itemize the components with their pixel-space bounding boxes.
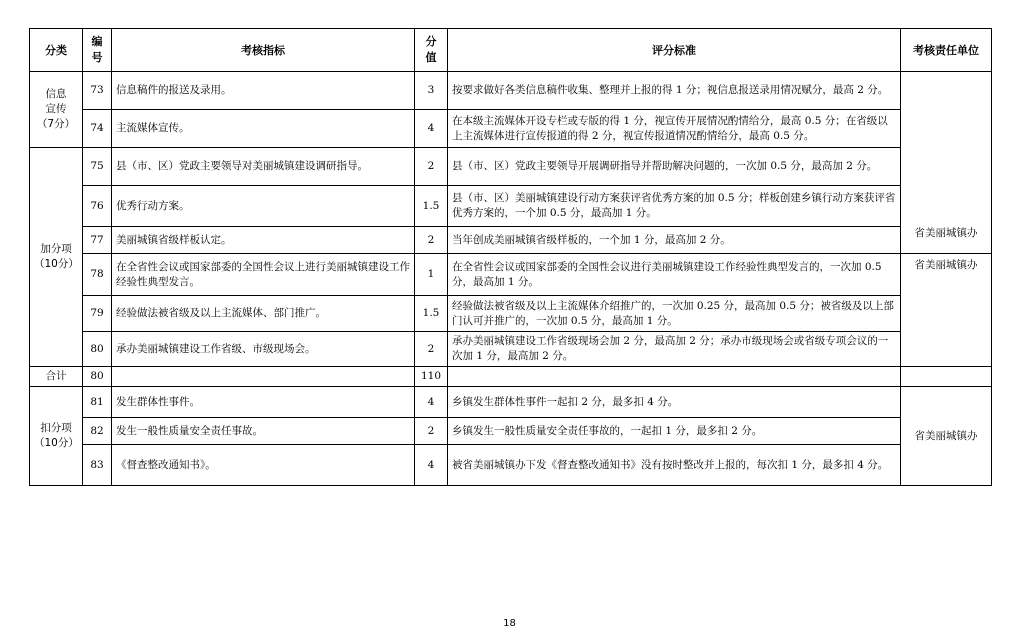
row-indicator: 经验做法被省级及以上主流媒体、部门推广。 <box>112 296 415 332</box>
category-info <box>30 72 83 148</box>
header-number <box>83 29 112 72</box>
assessment-table <box>29 28 992 486</box>
row-score: 2 <box>415 418 448 445</box>
table-row <box>30 445 992 486</box>
total-empty-unit <box>901 367 992 387</box>
unit-cell-1: 省美丽城镇办 <box>901 72 992 254</box>
total-empty-indicator <box>112 367 415 387</box>
total-number: 80 <box>83 367 112 387</box>
table-row <box>30 227 992 254</box>
header-criteria: 评分标准 <box>448 29 901 72</box>
row-criteria: 乡镇发生一般性质量安全责任事故的，一起扣 1 分，最多扣 2 分。 <box>448 418 901 445</box>
row-number: 78 <box>83 254 112 296</box>
total-label: 合计 <box>30 367 83 387</box>
category-info-line3: （7分） <box>36 118 76 130</box>
row-indicator: 在全省性会议或国家部委的全国性会议上进行美丽城镇建设工作经验性典型发言。 <box>112 254 415 296</box>
table-row <box>30 110 992 148</box>
header-row <box>30 29 992 72</box>
row-number: 73 <box>83 72 112 110</box>
row-indicator: 信息稿件的报送及录用。 <box>112 72 415 110</box>
table-row <box>30 254 992 296</box>
row-score: 1.5 <box>415 296 448 332</box>
table-row <box>30 148 992 186</box>
table-row <box>30 72 992 110</box>
row-indicator: 优秀行动方案。 <box>112 186 415 227</box>
row-number: 80 <box>83 332 112 367</box>
row-criteria: 按要求做好各类信息稿件收集、整理并上报的得 1 分；视信息报送录用情况赋分，最高 2 分。 <box>448 72 901 110</box>
row-indicator: 县（市、区）党政主要领导对美丽城镇建设调研指导。 <box>112 148 415 186</box>
row-number: 81 <box>83 387 112 418</box>
category-deduct-line2: （10分） <box>34 437 79 449</box>
row-score: 2 <box>415 332 448 367</box>
table-row <box>30 418 992 445</box>
total-empty-criteria <box>448 367 901 387</box>
row-criteria: 被省美丽城镇办下发《督查整改通知书》没有按时整改并上报的，每次扣 1 分，最多扣 4 分。 <box>448 445 901 486</box>
row-indicator: 美丽城镇省级样板认定。 <box>112 227 415 254</box>
page-number: 18 <box>503 618 516 629</box>
row-number: 77 <box>83 227 112 254</box>
header-number-line2: 号 <box>91 51 103 64</box>
row-indicator: 发生一般性质量安全责任事故。 <box>112 418 415 445</box>
header-score <box>415 29 448 72</box>
total-score: 110 <box>415 367 448 387</box>
row-number: 75 <box>83 148 112 186</box>
total-row <box>30 367 992 387</box>
row-indicator: 发生群体性事件。 <box>112 387 415 418</box>
row-score: 4 <box>415 445 448 486</box>
row-score: 1 <box>415 254 448 296</box>
row-number: 74 <box>83 110 112 148</box>
table-row <box>30 387 992 418</box>
row-number: 83 <box>83 445 112 486</box>
row-criteria: 在全省性会议或国家部委的全国性会议进行美丽城镇建设工作经验性典型发言的，一次加 0.5 分，最高加 1 分。 <box>448 254 901 296</box>
table-row <box>30 296 992 332</box>
unit-cell-3: 省美丽城镇办 <box>901 387 992 486</box>
header-category: 分类 <box>30 29 83 72</box>
row-score: 1.5 <box>415 186 448 227</box>
category-deduct <box>30 387 83 486</box>
row-criteria: 县（市、区）党政主要领导开展调研指导并帮助解决问题的，一次加 0.5 分，最高加 2 分。 <box>448 148 901 186</box>
row-score: 2 <box>415 227 448 254</box>
category-info-line2: 宣传 <box>45 103 67 115</box>
row-indicator: 《督查整改通知书》。 <box>112 445 415 486</box>
header-unit: 考核责任单位 <box>901 29 992 72</box>
row-number: 82 <box>83 418 112 445</box>
row-criteria: 当年创成美丽城镇省级样板的，一个加 1 分，最高加 2 分。 <box>448 227 901 254</box>
row-indicator: 承办美丽城镇建设工作省级、市级现场会。 <box>112 332 415 367</box>
category-deduct-line1: 扣分项 <box>40 422 72 434</box>
row-number: 79 <box>83 296 112 332</box>
header-indicator: 考核指标 <box>112 29 415 72</box>
row-score: 3 <box>415 72 448 110</box>
category-bonus-line1: 加分项 <box>40 243 72 255</box>
row-criteria: 经验做法被省级及以上主流媒体介绍推广的，一次加 0.25 分，最高加 0.5 分；被省级及以上部门认可并推广的，一次加 0.5 分，最高加 1 分。 <box>448 296 901 332</box>
row-criteria: 县（市、区）美丽城镇建设行动方案获评省优秀方案的加 0.5 分；样板创建乡镇行动方案获评省优秀方案的，一个加 0.5 分，最高加 1 分。 <box>448 186 901 227</box>
category-bonus-line2: （10分） <box>34 258 79 270</box>
row-score: 4 <box>415 110 448 148</box>
row-criteria: 在本级主流媒体开设专栏或专版的得 1 分，视宣传开展情况酌情给分，最高 0.5 分；在省级以上主流媒体进行宣传报道的得 2 分，视宣传报道情况酌情给分，最高 0.5 分。 <box>448 110 901 148</box>
header-score-line1: 分 <box>425 35 437 48</box>
unit-cell-2: 省美丽城镇办 <box>901 254 992 367</box>
header-score-line2: 值 <box>425 51 437 64</box>
header-number-line1: 编 <box>91 35 103 48</box>
category-bonus <box>30 148 83 367</box>
category-info-line1: 信息 <box>45 88 67 100</box>
row-number: 76 <box>83 186 112 227</box>
table-row <box>30 186 992 227</box>
row-score: 2 <box>415 148 448 186</box>
table-row <box>30 332 992 367</box>
row-criteria: 承办美丽城镇建设工作省级现场会加 2 分，最高加 2 分；承办市级现场会或省级专项会议的一次加 1 分，最高加 2 分。 <box>448 332 901 367</box>
row-score: 4 <box>415 387 448 418</box>
row-criteria: 乡镇发生群体性事件一起扣 2 分，最多扣 4 分。 <box>448 387 901 418</box>
row-indicator: 主流媒体宣传。 <box>112 110 415 148</box>
